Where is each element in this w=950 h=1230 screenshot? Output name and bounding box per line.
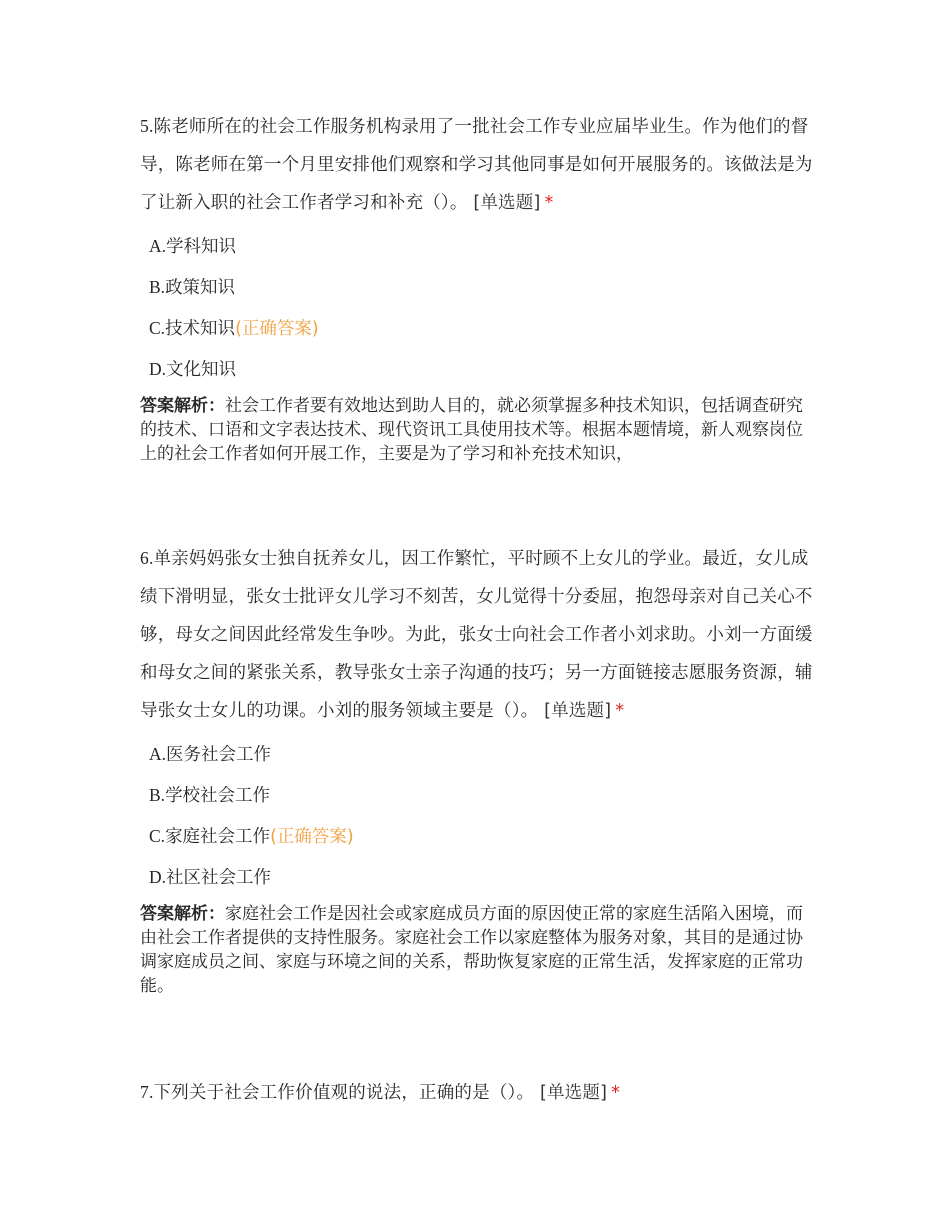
- option-a[interactable]: A.医务社会工作: [149, 744, 272, 765]
- analysis-text: 社会工作者要有效地达到助人目的，就必须掌握多种技术知识，包括调查研究的技术、口语和文字表达技术、现代资讯工具使用技术等。根据本题情境，新人观察岗位上的社会工作者如何开展工作，主要是为了学习和补充技术知识，: [140, 396, 803, 464]
- question-type: [单选题]: [473, 193, 541, 213]
- question-title: 7.下列关于社会工作价值观的说法，正确的是（）。 [单选题] *: [140, 1082, 621, 1103]
- answer-analysis: [140, 902, 816, 998]
- question-type: [单选题]: [539, 1083, 608, 1103]
- answer-analysis: [140, 394, 816, 466]
- question-6: [140, 539, 816, 998]
- required-mark: *: [544, 193, 554, 213]
- question-text: 下列关于社会工作价值观的说法，正确的是（）。: [153, 1083, 535, 1103]
- question-type: [单选题]: [544, 701, 612, 721]
- analysis-text: 家庭社会工作是因社会或家庭成员方面的原因使正常的家庭生活陷入困境，而由社会工作者提供的支持性服务。家庭社会工作以家庭整体为服务对象，其目的是通过协调家庭成员之间、家庭与环境之间的关系，帮助恢复家庭的正常生活，发挥家庭的正常功能。: [140, 904, 803, 996]
- option-b[interactable]: B.学校社会工作: [149, 785, 271, 806]
- question-text: 单亲妈妈张女士独自抚养女儿，因工作繁忙，平时顾不上女儿的学业。最近，女儿成绩下滑明显，张女士批评女儿学习不刻苦，女儿觉得十分委屈，抱怨母亲对自己关心不够，母女之间因此经常发生争吵。为此，张女士向社会工作者小刘求助。小刘一方面缓和母女之间的紧张关系，教导张女士亲子沟通的技巧；另一方面链接志愿服务资源，辅导张女士女儿的功课。小刘的服务领域主要是（）。: [140, 549, 813, 721]
- option-b[interactable]: B.政策知识: [149, 277, 236, 298]
- correct-answer-label: (正确答案): [235, 319, 319, 339]
- option-a[interactable]: A.学科知识: [149, 236, 237, 257]
- analysis-label: 答案解析：: [140, 904, 225, 924]
- options-list: [140, 734, 816, 898]
- option-d[interactable]: D.社区社会工作: [149, 867, 272, 888]
- question-5: [140, 107, 816, 466]
- option-c[interactable]: C.技术知识(正确答案): [149, 318, 319, 339]
- question-title: 6.单亲妈妈张女士独自抚养女儿，因工作繁忙，平时顾不上女儿的学业。最近，女儿成绩下滑明显，张女士批评女儿学习不刻苦，女儿觉得十分委屈，抱怨母亲对自己关心不够，母女之间因此经常发生争吵。为此，张女士向社会工作者小刘求助。小刘一方面缓和母女之间的紧张关系，教导张女士亲子沟通的技巧；另一方面链接志愿服务资源，辅导张女士女儿的功课。小刘的服务领域主要是（）。 [单选题] *: [140, 548, 813, 721]
- question-text: 陈老师所在的社会工作服务机构录用了一批社会工作专业应届毕业生。作为他们的督导，陈老师在第一个月里安排他们观察和学习其他同事是如何开展服务的。该做法是为了让新入职的社会工作者学习和补充（）。: [140, 117, 813, 213]
- options-list: [140, 226, 816, 390]
- option-d[interactable]: D.文化知识: [149, 359, 237, 380]
- required-mark: *: [611, 1083, 621, 1103]
- question-7: [140, 1073, 816, 1112]
- question-title: 5.陈老师所在的社会工作服务机构录用了一批社会工作专业应届毕业生。作为他们的督导，陈老师在第一个月里安排他们观察和学习其他同事是如何开展服务的。该做法是为了让新入职的社会工作者学习和补充（）。 [单选题] *: [140, 116, 813, 213]
- option-c[interactable]: C.家庭社会工作(正确答案): [149, 826, 354, 847]
- correct-answer-label: (正确答案): [270, 827, 354, 847]
- required-mark: *: [615, 701, 625, 721]
- analysis-label: 答案解析：: [140, 396, 225, 416]
